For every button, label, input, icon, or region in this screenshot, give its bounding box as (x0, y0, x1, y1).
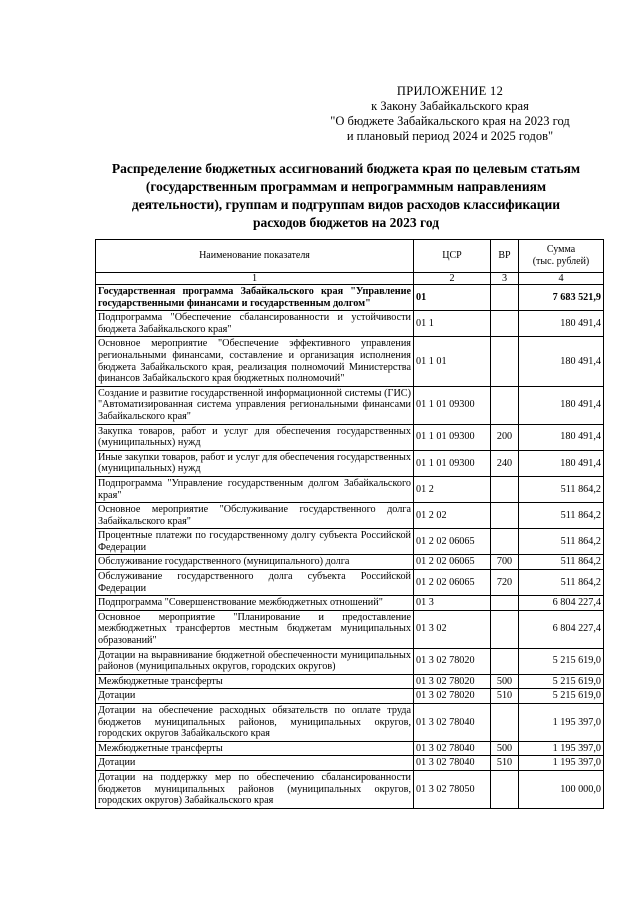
table-row (96, 503, 604, 529)
row-vr-cell (491, 476, 519, 502)
row-csr-cell: 01 2 02 06065 (414, 529, 491, 555)
row-vr-cell: 510 (491, 756, 519, 771)
row-name-cell: Основное мероприятие "Обслуживание государственного долга Забайкальского края" (96, 503, 414, 529)
row-name-cell: Дотации (96, 756, 414, 771)
row-vr-cell (491, 610, 519, 648)
row-vr-cell: 200 (491, 424, 519, 450)
row-vr-cell: 500 (491, 741, 519, 756)
header-sum-unit: (тыс. рублей) (532, 256, 590, 267)
table-row (96, 529, 604, 555)
appendix-law-ref: к Закону Забайкальского края (371, 99, 529, 113)
table-row (96, 450, 604, 476)
row-vr-cell: 500 (491, 674, 519, 689)
header-sum (519, 240, 604, 273)
row-csr-cell: 01 2 02 06065 (414, 570, 491, 596)
row-sum-cell: 7 683 521,9 (519, 285, 604, 311)
row-vr-cell (491, 704, 519, 742)
table-row (96, 770, 604, 808)
header-csr: ЦСР (414, 240, 491, 273)
row-vr-cell: 510 (491, 689, 519, 704)
row-name-cell: Закупка товаров, работ и услуг для обеспечения государственных (муниципальных) нужд (96, 424, 414, 450)
document-title (96, 160, 596, 232)
table-header-row (96, 240, 604, 273)
title-line-3: деятельности), группам и подгруппам видов расходов классификации (131, 197, 561, 212)
row-sum-cell: 6 804 227,4 (519, 596, 604, 611)
column-number-row (96, 273, 604, 285)
row-sum-cell: 1 195 397,0 (519, 741, 604, 756)
row-sum-cell: 180 491,4 (519, 450, 604, 476)
table-row (96, 285, 604, 311)
row-sum-cell: 511 864,2 (519, 503, 604, 529)
table-row (96, 610, 604, 648)
table-row (96, 741, 604, 756)
row-sum-cell: 511 864,2 (519, 555, 604, 570)
table-row (96, 704, 604, 742)
row-sum-cell: 5 215 619,0 (519, 674, 604, 689)
row-csr-cell: 01 3 02 78040 (414, 741, 491, 756)
row-csr-cell: 01 1 01 (414, 337, 491, 386)
row-name-cell: Основное мероприятие "Планирование и предоставление межбюджетных трансфертов местным бюджетам муниципальных образований" (96, 610, 414, 648)
row-sum-cell: 180 491,4 (519, 311, 604, 337)
table-row (96, 555, 604, 570)
row-vr-cell (491, 337, 519, 386)
row-vr-cell: 700 (491, 555, 519, 570)
row-vr-cell (491, 596, 519, 611)
row-csr-cell: 01 1 (414, 311, 491, 337)
row-vr-cell: 240 (491, 450, 519, 476)
table-row (96, 424, 604, 450)
row-vr-cell (491, 285, 519, 311)
header-vr: ВР (491, 240, 519, 273)
row-vr-cell: 720 (491, 570, 519, 596)
row-name-cell: Основное мероприятие "Обеспечение эффективного управления региональными финансами, составление и организация исполнения бюджета Забайкальского края, реализация полномочий Министерства финансов Забайкальского края бюджетных полномочий" (96, 337, 414, 386)
row-csr-cell: 01 3 02 78040 (414, 704, 491, 742)
row-sum-cell: 511 864,2 (519, 476, 604, 502)
budget-table (95, 239, 604, 809)
header-sum-label: Сумма (546, 244, 576, 256)
row-csr-cell: 01 1 01 09300 (414, 424, 491, 450)
row-sum-cell: 180 491,4 (519, 424, 604, 450)
row-csr-cell: 01 3 02 78050 (414, 770, 491, 808)
row-sum-cell: 180 491,4 (519, 337, 604, 386)
header-name: Наименование показателя (96, 240, 414, 273)
column-number: 3 (491, 273, 519, 285)
column-number: 2 (414, 273, 491, 285)
row-csr-cell: 01 3 02 78040 (414, 756, 491, 771)
row-sum-cell: 511 864,2 (519, 570, 604, 596)
row-csr-cell: 01 3 02 78020 (414, 674, 491, 689)
appendix-law-title-1: "О бюджете Забайкальского края на 2023 год (330, 114, 570, 128)
row-vr-cell (491, 386, 519, 424)
appendix-law-title-2: и плановый период 2024 и 2025 годов" (346, 129, 554, 143)
table-row (96, 648, 604, 674)
column-number: 1 (96, 273, 414, 285)
table-row (96, 674, 604, 689)
row-csr-cell: 01 3 02 78020 (414, 689, 491, 704)
table-row (96, 570, 604, 596)
appendix-header (300, 84, 600, 144)
row-name-cell: Дотации (96, 689, 414, 704)
appendix-number: ПРИЛОЖЕНИЕ 12 (396, 84, 504, 98)
row-csr-cell: 01 1 01 09300 (414, 450, 491, 476)
row-sum-cell: 5 215 619,0 (519, 648, 604, 674)
row-sum-cell: 5 215 619,0 (519, 689, 604, 704)
row-name-cell: Подпрограмма "Обеспечение сбалансированности и устойчивости бюджета Забайкальского края" (96, 311, 414, 337)
title-line-1: Распределение бюджетных ассигнований бюджета края по целевым статьям (111, 161, 581, 176)
row-sum-cell: 1 195 397,0 (519, 704, 604, 742)
row-name-cell: Подпрограмма "Совершенствование межбюджетных отношений" (96, 596, 414, 611)
row-name-cell: Обслуживание государственного долга субъекта Российской Федерации (96, 570, 414, 596)
table-row (96, 476, 604, 502)
row-csr-cell: 01 3 02 78020 (414, 648, 491, 674)
row-vr-cell (491, 770, 519, 808)
table-row (96, 689, 604, 704)
row-name-cell: Иные закупки товаров, работ и услуг для обеспечения государственных (муниципальных) нужд (96, 450, 414, 476)
row-csr-cell: 01 2 02 06065 (414, 555, 491, 570)
row-name-cell: Подпрограмма "Управление государственным долгом Забайкальского края" (96, 476, 414, 502)
row-csr-cell: 01 3 02 (414, 610, 491, 648)
row-name-cell: Дотации на выравнивание бюджетной обеспеченности муниципальных районов (муниципальных округов, городских округов) (96, 648, 414, 674)
row-sum-cell: 6 804 227,4 (519, 610, 604, 648)
row-name-cell: Дотации на поддержку мер по обеспечению сбалансированности бюджетов муниципальных районов (муниципальных округов, городских округов) Забайкальского края (96, 770, 414, 808)
title-line-2: (государственным программам и непрограммным направлениям (145, 179, 547, 194)
row-csr-cell: 01 2 02 (414, 503, 491, 529)
table-row (96, 311, 604, 337)
table-row (96, 596, 604, 611)
row-sum-cell: 180 491,4 (519, 386, 604, 424)
row-name-cell: Межбюджетные трансферты (96, 741, 414, 756)
table-row (96, 386, 604, 424)
row-name-cell: Процентные платежи по государственному долгу субъекта Российской Федерации (96, 529, 414, 555)
row-sum-cell: 100 000,0 (519, 770, 604, 808)
row-vr-cell (491, 503, 519, 529)
row-name-cell: Создание и развитие государственной информационной системы (ГИС) "Автоматизированная система управления региональными финансами Забайкальского края" (96, 386, 414, 424)
row-csr-cell: 01 3 (414, 596, 491, 611)
column-number: 4 (519, 273, 604, 285)
row-name-cell: Межбюджетные трансферты (96, 674, 414, 689)
row-vr-cell (491, 648, 519, 674)
row-name-cell: Обслуживание государственного (муниципального) долга (96, 555, 414, 570)
row-name-cell: Дотации на обеспечение расходных обязательств по оплате труда бюджетов муниципальных районов, муниципальных округов, городских округов Забайкальского края (96, 704, 414, 742)
row-csr-cell: 01 2 (414, 476, 491, 502)
row-name-cell: Государственная программа Забайкальского края "Управление государственными финансами и государственным долгом" (96, 285, 414, 311)
table-row (96, 337, 604, 386)
row-csr-cell: 01 (414, 285, 491, 311)
row-vr-cell (491, 311, 519, 337)
table-body (96, 285, 604, 809)
row-sum-cell: 511 864,2 (519, 529, 604, 555)
row-sum-cell: 1 195 397,0 (519, 756, 604, 771)
row-csr-cell: 01 1 01 09300 (414, 386, 491, 424)
table-row (96, 756, 604, 771)
title-line-4: расходов бюджетов на 2023 год (252, 215, 440, 230)
row-vr-cell (491, 529, 519, 555)
